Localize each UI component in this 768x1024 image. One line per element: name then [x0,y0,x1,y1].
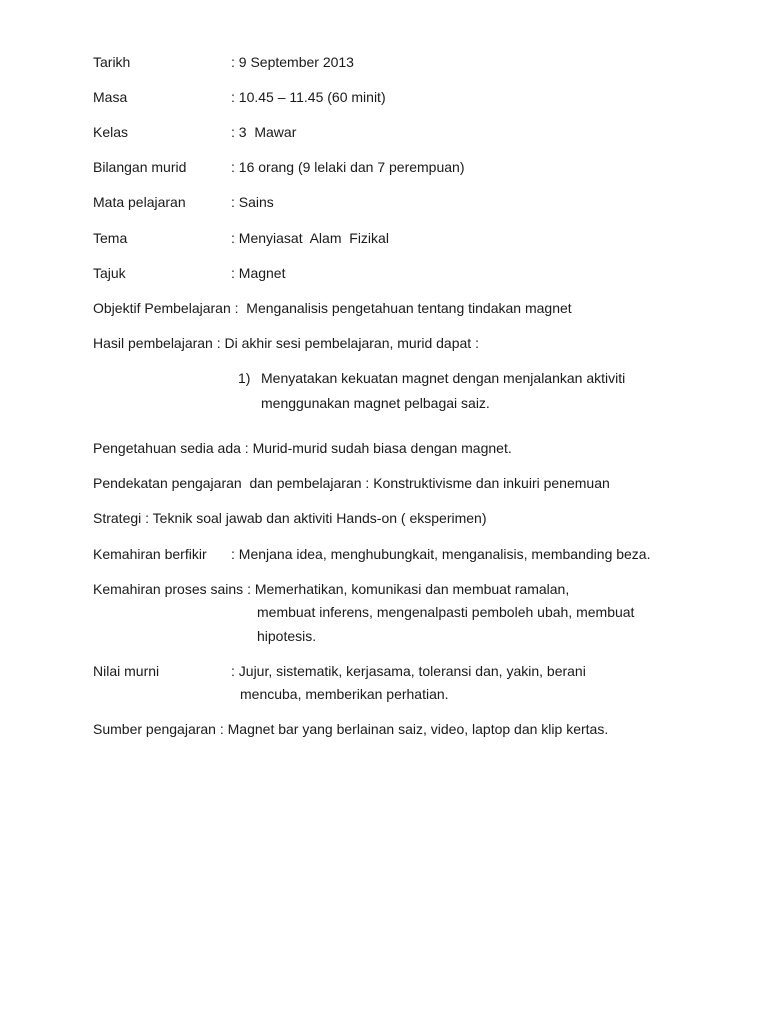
detail-label-tarikh: Tarikh [93,54,131,70]
pendekatan-pengajaran: Pendekatan pengajaran dan pembelajaran : Konstruktivisme dan inkuiri penemuan [93,475,610,491]
hasil-item-line1: Menyatakan kekuatan magnet dengan menjalankan aktiviti [261,370,626,386]
hasil-item-number: 1) [238,370,251,386]
kemahiran-berfikir-label: Kemahiran berfikir [93,546,207,562]
detail-value-bilangan-murid: : 16 orang (9 lelaki dan 7 perempuan) [231,159,465,175]
hasil-item-line2: menggunakan magnet pelbagai saiz. [261,395,490,411]
strategi: Strategi : Teknik soal jawab dan aktiviti Hands-on ( eksperimen) [93,510,487,526]
kemahiran-berfikir-value: : Menjana idea, menghubungkait, menganalisis, membanding beza. [231,546,651,562]
detail-value-tajuk: : Magnet [231,265,286,281]
objektif-pembelajaran: Objektif Pembelajaran : Menganalisis pengetahuan tentang tindakan magnet [93,300,572,316]
detail-value-tema: : Menyiasat Alam Fizikal [231,230,389,246]
nilai-murni-label: Nilai murni [93,663,160,679]
detail-value-mata-pelajaran: : Sains [231,194,274,210]
detail-label-kelas: Kelas [93,124,129,140]
sumber-pengajaran: Sumber pengajaran : Magnet bar yang berlainan saiz, video, laptop dan klip kertas. [93,721,609,737]
detail-label-tajuk: Tajuk [93,265,126,281]
kemahiran-proses-line3: hipotesis. [257,628,317,644]
detail-label-masa: Masa [93,89,128,105]
nilai-murni-line1: : Jujur, sistematik, kerjasama, toleransi dan, yakin, berani [231,663,586,679]
nilai-murni-line2: mencuba, memberikan perhatian. [240,686,449,702]
kemahiran-proses-line2: membuat inferens, mengenalpasti pemboleh ubah, membuat [257,604,635,620]
detail-value-kelas: : 3 Mawar [231,124,297,140]
kemahiran-proses-line1: Kemahiran proses sains : Memerhatikan, komunikasi dan membuat ramalan, [93,581,570,597]
hasil-pembelajaran-intro: Hasil pembelajaran : Di akhir sesi pembelajaran, murid dapat : [93,335,479,351]
detail-label-tema: Tema [93,230,128,246]
detail-label-bilangan-murid: Bilangan murid [93,159,187,175]
detail-label-mata-pelajaran: Mata pelajaran [93,194,186,210]
detail-value-tarikh: : 9 September 2013 [231,54,354,70]
detail-value-masa: : 10.45 – 11.45 (60 minit) [231,89,386,105]
pengetahuan-sedia-ada: Pengetahuan sedia ada : Murid-murid sudah biasa dengan magnet. [93,440,512,456]
